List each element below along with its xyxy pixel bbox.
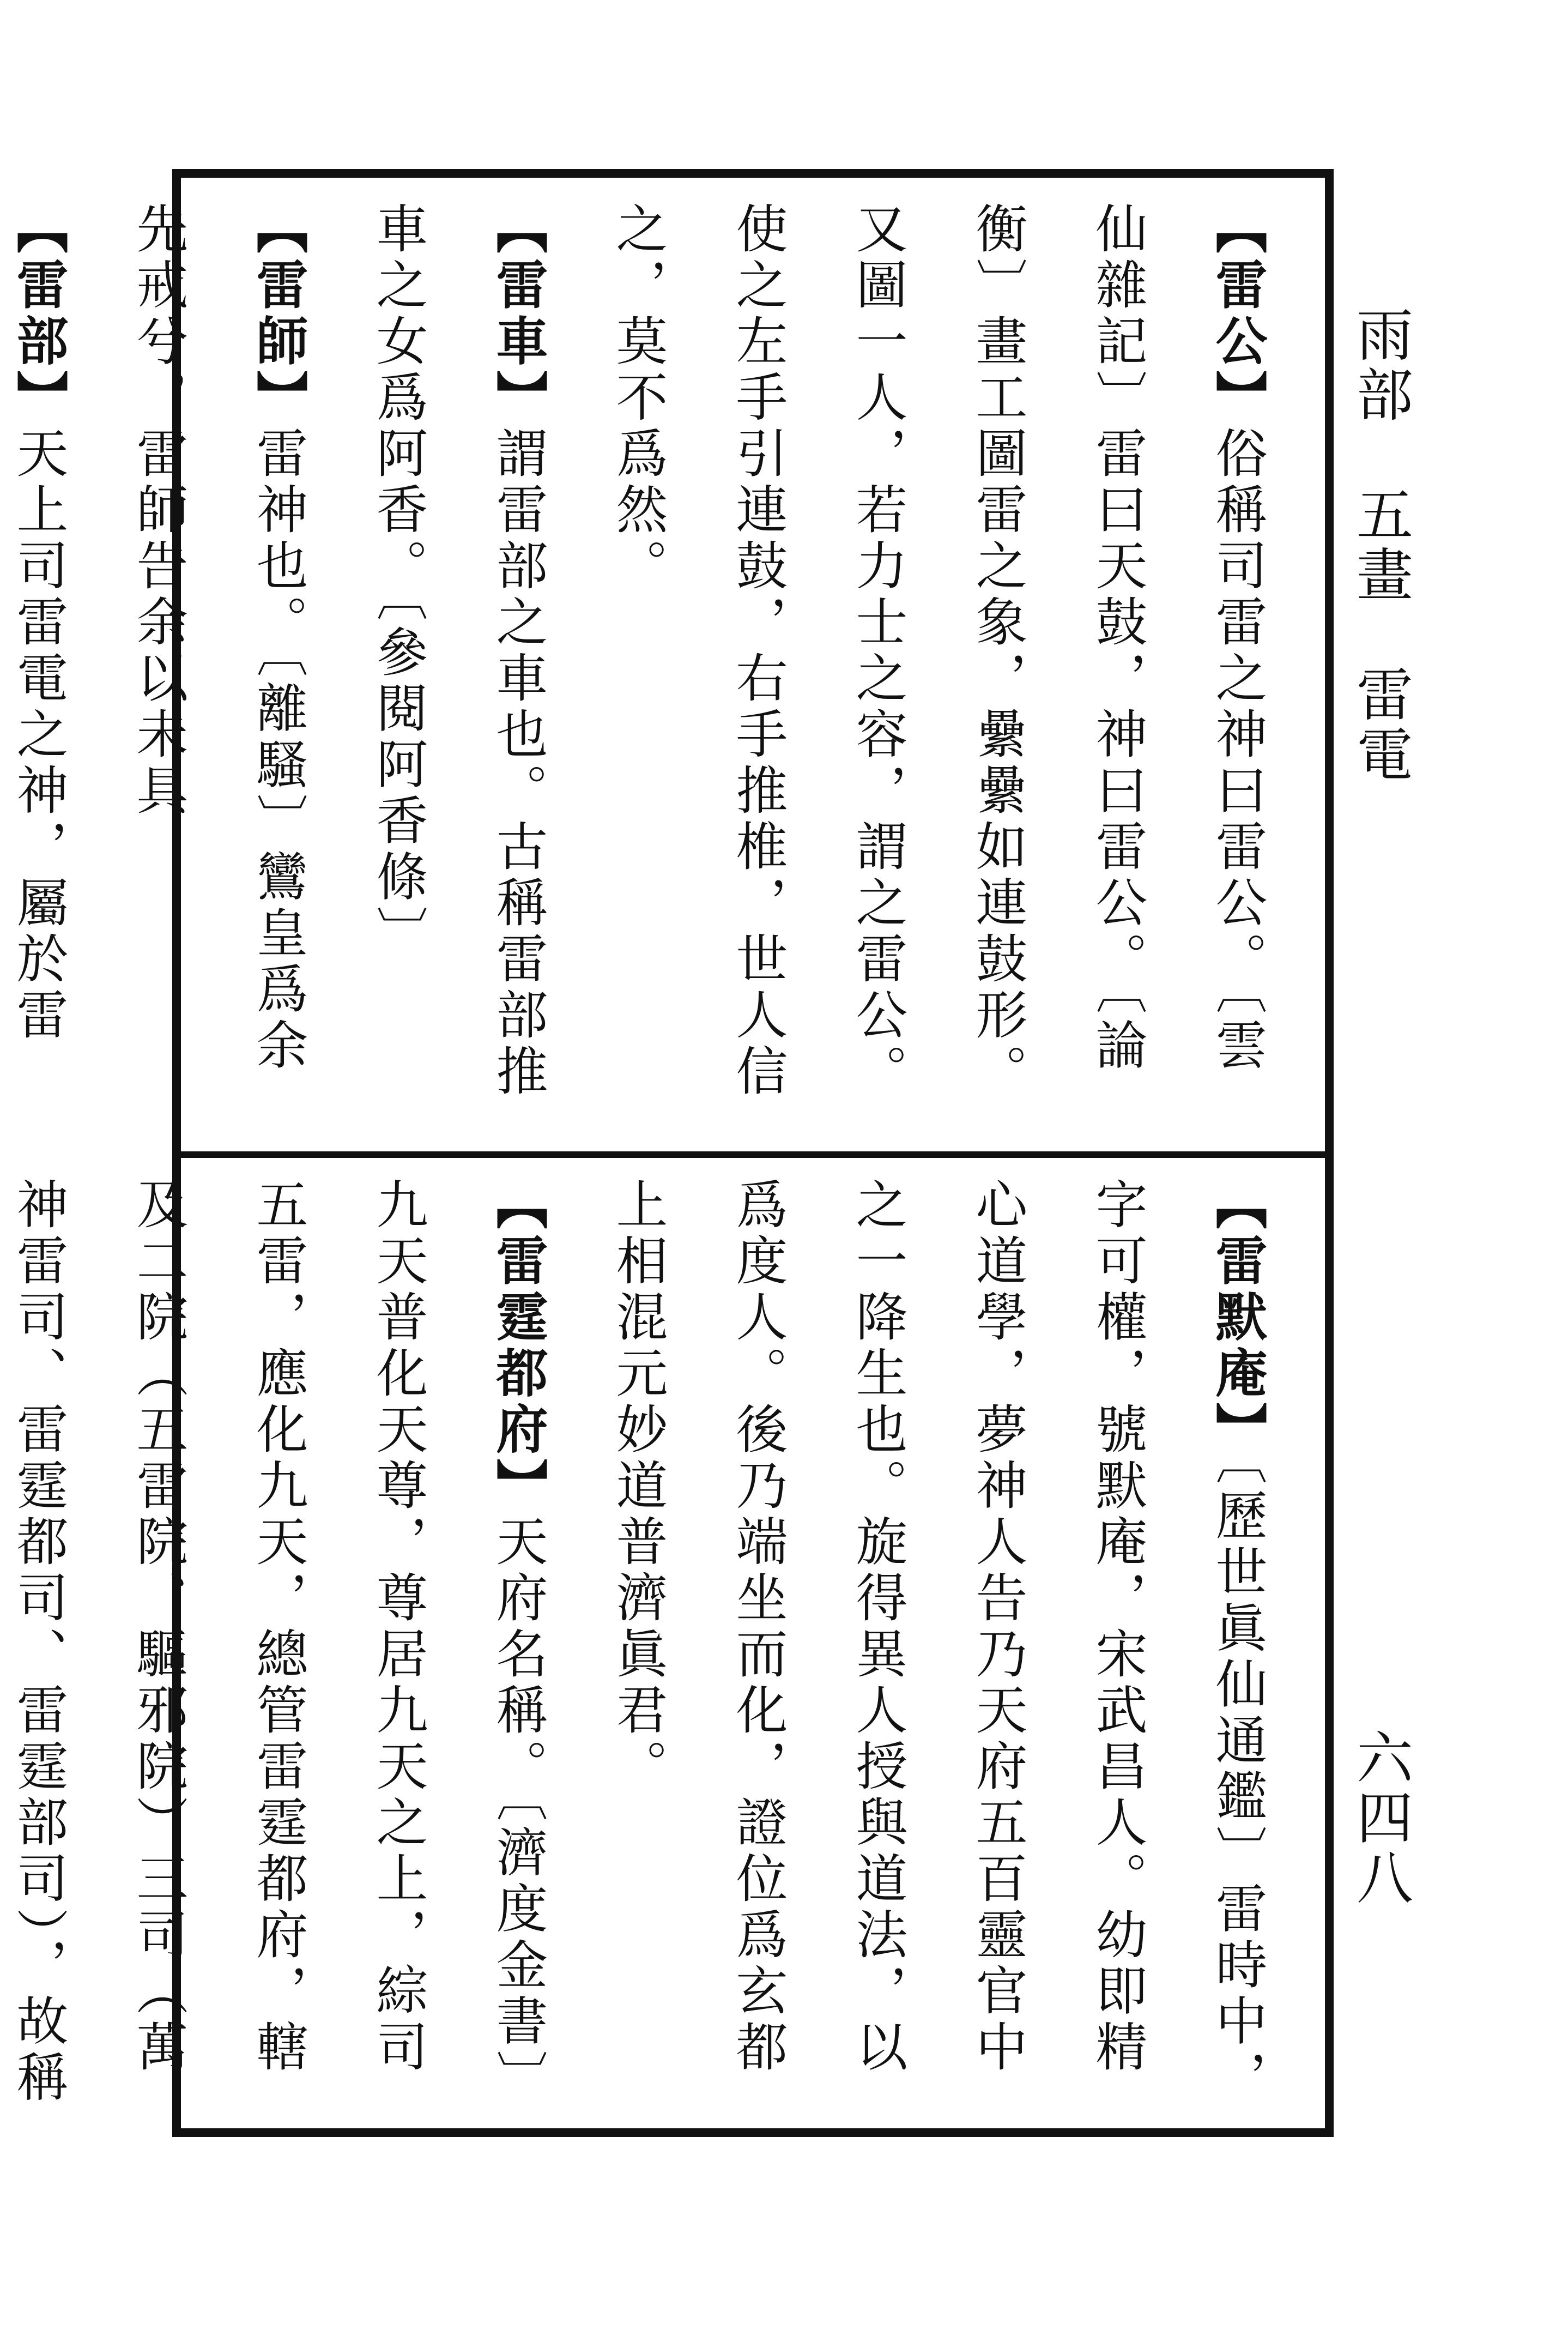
entry-leitingdufu	[0, 1178, 578, 2115]
entry-leiche	[338, 202, 578, 1128]
entry-heading: 【雷師】	[248, 202, 308, 426]
entry-body: 天府名稱。〔濟度金書〕九天普化天尊，尊居九天之上，綜司五雷，應化九天，總管雷霆都府，轄及二院（五雷院、驅邪院）三司（萬神雷司、雷霆都司、雷霆部司），故稱	[8, 1178, 548, 2106]
entry-body: 天上司雷電之神，屬於雷	[8, 426, 68, 1044]
page-number: 六四八	[1347, 1728, 1413, 1908]
entry-leigong	[578, 202, 1297, 1128]
entry-leishi	[98, 202, 338, 1128]
entry-heading: 【雷公】	[1207, 202, 1268, 426]
entry-body: 〔歷世眞仙通鑑〕雷時中，字可權，號默庵，宋武昌人。幼即精心道學，夢神人告乃天府五百靈官中之一降生也。旋得異人授與道法，以爲度人。後乃端坐而化，證位爲玄都上相混元妙道普濟眞君。	[608, 1178, 1267, 2106]
entry-heading: 【雷霆都府】	[488, 1178, 548, 1514]
entry-heading: 【雷默庵】	[1207, 1178, 1268, 1458]
entry-heading: 【雷部】	[8, 202, 69, 426]
entry-heading: 【雷車】	[488, 202, 548, 426]
entry-body: 謂雷部之車也。古稱雷部推車之女爲阿香。〔參閱阿香條〕	[368, 202, 548, 1100]
frame-divider	[181, 1151, 1325, 1158]
upper-text-block	[8, 202, 1297, 1128]
entry-leibu	[0, 202, 98, 1128]
lower-text-block	[8, 1178, 1297, 2115]
running-head: 雨部 五畫 雷電	[1347, 305, 1413, 785]
entry-body: 俗稱司雷之神曰雷公。〔雲仙雜記〕雷曰天鼓，神曰雷公。〔論衡〕畫工圖雷之象，纍纍如連鼓形。又圖一人，若力士之容，謂之雷公。使之左手引連鼓，右手推椎，世人信之，莫不爲然。	[608, 202, 1267, 1100]
entry-body: 雷神也。〔離騷〕鸞皇爲余先戒兮，雷師告余以未具！	[128, 202, 308, 1075]
entry-leimoan	[578, 1178, 1297, 2115]
